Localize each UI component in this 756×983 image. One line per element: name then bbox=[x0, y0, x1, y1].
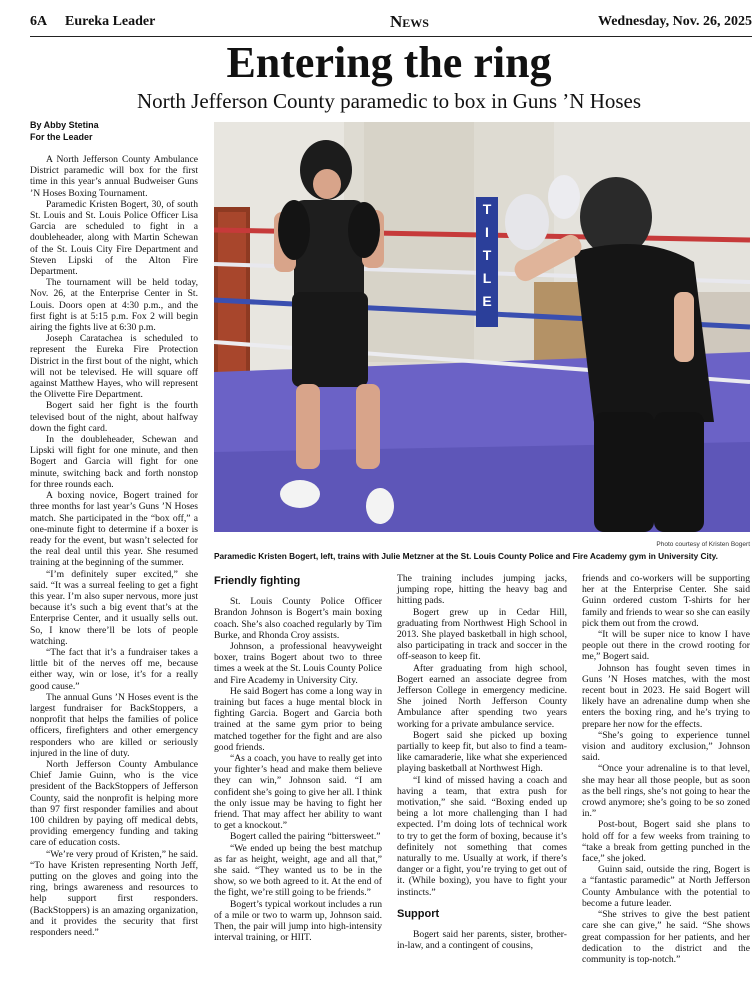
paragraph: A boxing novice, Bogert trained for three months for last year’s Guns ’N Hoses match. She participated in the “box off,” a one-minute fight to determine if a boxer is ready for the event, but wasn’t selected for the real deal until this year. She resumed training at the beginning of the summer. bbox=[30, 490, 198, 569]
paragraph: “I kind of missed having a coach and having a team, that extra push for motivation,” she said. “Boxing ended up being a lot more challenging than I had expected. I’m doing lots of technical work to try to get the form of boxing, because it’s definitely not something that comes naturally to me. Usually at work, if there’s danger or a fight, you’re trying to get out of it. (While boxing), you have to fight your instincts.” bbox=[397, 774, 567, 898]
paragraph: “I’m definitely super excited,” she said. “It was a surreal feeling to get a fight this year. I’m also super nervous, more just because it’s such a big event that’s at the Enterprise Center, and it usually sells out. So, I know there’ll be lots of people watching. bbox=[30, 568, 198, 647]
article-column-3 bbox=[397, 573, 567, 952]
paragraph: The tournament will be held today, Nov. 26, at the Enterprise Center in St. Louis. Doors open at 4:30 p.m., and the first fight is at 5:15 p.m. Fox 2 will begin airing the fights live at 6:30 p.m. bbox=[30, 277, 198, 334]
corner-sign-letter-2: I bbox=[485, 224, 489, 240]
byline-author: By Abby Stetina bbox=[30, 120, 99, 130]
paragraph: The annual Guns ’N Hoses event is the largest fundraiser for BackStoppers, a nonprofit that helps the families of police officers, firefighters and other emergency responders who are killed or seriously injured in the line of duty. bbox=[30, 691, 198, 759]
paragraph: “We ended up being the best matchup as far as height, weight, age and all that,” she said. “They wanted us to be in the show, so we both agreed to it. At the end of the fight, we’re still going to be friends.” bbox=[214, 842, 382, 899]
paragraph: Johnson, a professional heavyweight boxer, trains Bogert about two to three times a week at the St. Louis County Police and Fire Academy in University City. bbox=[214, 641, 382, 686]
paragraph: “The fact that it’s a fundraiser takes a little bit of the nerves off me, because either way, win or lose, it’s for a really good cause.” bbox=[30, 646, 198, 692]
corner-sign-letter-4: L bbox=[482, 270, 492, 286]
paragraph: “She’s going to experience tunnel vision and auditory exclusion,” Johnson said. bbox=[582, 729, 750, 764]
paragraph: Paramedic Kristen Bogert, 30, of south St. Louis and St. Louis Police Officer Lisa Garcia are scheduled to fight in a doubleheader, along with Martin Schewan of the St. Louis City Fire Department and Steven Lipski of the Alton Fire Department. bbox=[30, 198, 198, 278]
paragraph: “We’re very proud of Kristen,” he said. “To have Kristen representing North Jeff, putting on the gloves and going into the ring, brings awareness and resources to help support first responders. (BackStoppers) is an amazing organization, and it provides the security that first responders need.” bbox=[30, 848, 198, 939]
paragraph: North Jefferson County Ambulance Chief Jamie Guinn, who is the vice president of the BackStoppers of Jefferson County, said the nonprofit is helping more than 97 first responder families and about 100 children by paying off medical debts, providing emergency funding and taking care of education costs. bbox=[30, 758, 198, 849]
article-photo bbox=[214, 122, 750, 532]
byline bbox=[30, 119, 99, 143]
subheadline: North Jefferson County paramedic to box in Guns ’N Hoses bbox=[136, 89, 642, 113]
page-number: 6A bbox=[30, 14, 48, 29]
paragraph: Guinn said, outside the ring, Bogert is a “fantastic paramedic” at North Jefferson County Ambulance with the potential to become a future leader. bbox=[582, 864, 750, 909]
paragraph: Joseph Caratachea is scheduled to represent the Eureka Fire Protection District in the first bout of the night, which will not be televised. He will square off against Matthew Hayes, who will represent the Olivette Fire Department. bbox=[30, 333, 198, 401]
paragraph: The training includes jumping jacks, jumping rope, hitting the heavy bag and hitting pads. bbox=[397, 573, 567, 607]
paragraph: Johnson has fought seven times in Guns ’N Hoses matches, with the most recent bout in 2023. He said Bogert will likely have an adrenaline dump when she enters the boxing ring, and he’s trying to prepare her now for the effects. bbox=[582, 662, 750, 730]
photo-caption: Paramedic Kristen Bogert, left, trains with Julie Metzner at the St. Louis County Police and Fire Academy gym in University City. bbox=[214, 551, 718, 561]
photo-credit: Photo courtesy of Kristen Bogert bbox=[656, 541, 750, 548]
paragraph: Bogert grew up in Cedar Hill, graduating from Northwest High School in 2013. She played basketball in high school, also participating in track and soccer in the off-season to keep fit. bbox=[397, 606, 567, 663]
paragraph: St. Louis County Police Officer Brandon Johnson is Bogert’s main boxing coach. She’s also coached regularly by Tim Burke, and Rhonda Croy assists. bbox=[214, 596, 382, 641]
paragraph: “Once your adrenaline is to that level, she may hear all those people, but as soon as the bell rings, she’s not going to hear the crowd anymore; she’s going to be so zoned in.” bbox=[582, 763, 750, 820]
headline: Entering the ring bbox=[226, 38, 552, 87]
page-header bbox=[30, 10, 752, 36]
newspaper-name: Eureka Leader bbox=[65, 14, 156, 29]
paragraph: After graduating from high school, Bogert earned an associate degree from Jefferson College in emergency medicine. She joined North Jefferson County Ambulance after spending two years working for a private ambulance service. bbox=[397, 662, 567, 730]
paragraph: Post-bout, Bogert said she plans to hold off for a few weeks from training to “take a break from getting punched in the face,” she joked. bbox=[582, 819, 750, 865]
paragraph: He said Bogert has come a long way in training but faces a huge mental block in fighting Garcia. Bogert and Garcia both trained at the same gym prior to being matched together for the fight and are also good friends. bbox=[214, 685, 382, 753]
boxing-training-photo bbox=[214, 122, 750, 532]
corner-sign-letter-1: T bbox=[482, 201, 492, 217]
corner-sign-letter-5: E bbox=[482, 293, 492, 309]
paragraph: friends and co-workers will be supporting her at the Enterprise Center. She said Guinn ordered custom T-shirts for her family and friends to wear so she can easily pick them out from the crowd. bbox=[582, 573, 750, 629]
paragraph: Bogert’s typical workout includes a run of a mile or two to warm up, Johnson said. Then, the pair will jump into high-intensity interval training, or HIIT. bbox=[214, 898, 382, 944]
section-heading-friendly-fighting: Friendly fighting bbox=[214, 575, 301, 587]
paragraph: A North Jefferson County Ambulance District paramedic will box for the first time in this year’s annual Budweiser Guns ’N Hoses Boxing Tournament. bbox=[30, 154, 198, 199]
byline-affiliation: For the Leader bbox=[30, 132, 93, 142]
header-rule bbox=[30, 36, 752, 37]
article-column-4 bbox=[582, 573, 750, 965]
paragraph: In the doubleheader, Schewan and Lipski will fight for one minute, and then Bogert and Garcia will fight for one minute, switching back and forth nonstop for three rounds each. bbox=[30, 434, 198, 490]
corner-sign-letter-3: T bbox=[482, 247, 492, 263]
paragraph: “She strives to give the best patient care she can give,” he said. “She shows great compassion for her patients, and her dedication to the district and the community is top-notch.” bbox=[582, 909, 750, 965]
paragraph: Bogert said she picked up boxing partially to keep fit, but also to find a team-like camaraderie, like what she experienced playing basketball at Northwest High. bbox=[397, 729, 567, 775]
section-name: News bbox=[390, 12, 429, 31]
paragraph: Bogert called the pairing “bittersweet.” bbox=[230, 831, 381, 843]
paragraph: Bogert said her fight is the fourth televised bout of the night, about halfway down the fight card. bbox=[30, 400, 198, 434]
article-column-1 bbox=[30, 154, 198, 938]
paragraph: Bogert said her parents, sister, brother-in-law, and a contingent of cousins, bbox=[397, 929, 567, 952]
article-column-2 bbox=[214, 574, 382, 944]
issue-date: Wednesday, Nov. 26, 2025 bbox=[597, 14, 752, 29]
paragraph: “As a coach, you have to really get into your fighter’s head and make them believe they can win,” Johnson said. “I am confident she’s going to give her all. I think the only issue may be having to fight her friend. That may affect her ability to want to get a knockout.” bbox=[214, 753, 382, 832]
paragraph: “It will be super nice to know I have people out there in the crowd rooting for me,” Bogert said. bbox=[582, 629, 750, 663]
section-heading-support: Support bbox=[397, 907, 440, 920]
